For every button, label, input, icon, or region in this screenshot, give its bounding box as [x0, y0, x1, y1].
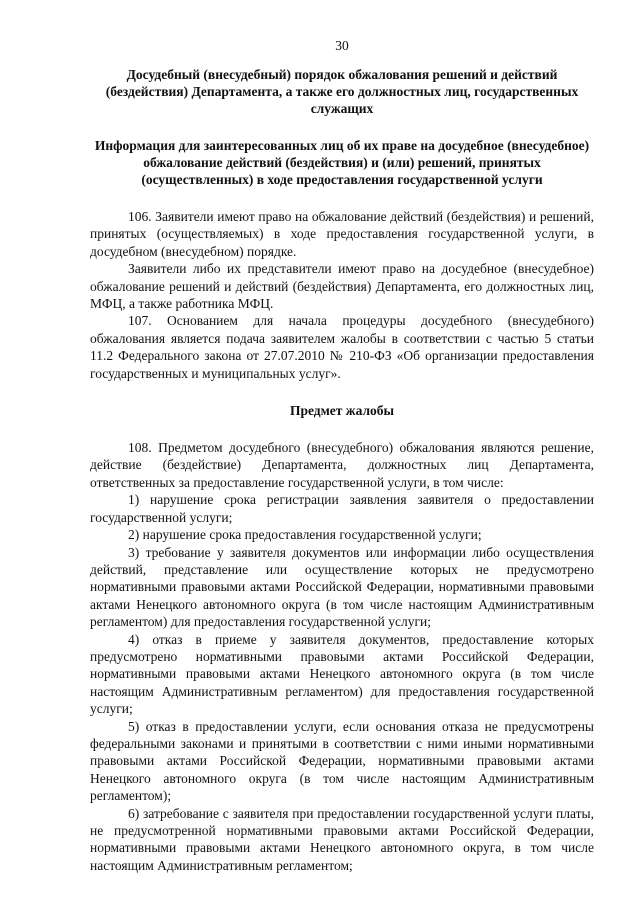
paragraph-108: 108. Предметом досудебного (внесудебного) обжалования являются решение, действие (бездействие) Департамента, должностных лиц Департамента, ответственных за предоставление государственной услуги, в том числе:: [90, 440, 594, 490]
section-heading: Досудебный (внесудебный) порядок обжалования решений и действий (бездействия) Департамента, а также его должностных лиц, государственных служащих: [105, 67, 579, 116]
list-item-3: 3) требование у заявителя документов или информации либо осуществления действий, представление или осуществление которых не предусмотрено нормативными правовыми актами Российской Федерации, нормативными правовыми актами Ненецкого автономного округа (в том числе настоящим Административным регламентом) для предоставления государственной услуги;: [90, 544, 594, 630]
paragraph-107: 107. Основанием для начала процедуры досудебного (внесудебного) обжалования является подача заявителем жалобы в соответствии с частью 5 статьи 11.2 Федерального закона от 27.07.2010 № 210-ФЗ «Об организации предоставления государственных и муниципальных услуг».: [90, 313, 594, 381]
list-item-6: 6) затребование с заявителя при предоставлении государственной услуги платы, не предусмотренной нормативными правовыми актами Российской Федерации, нормативными правовыми актами Ненецкого автономного округа, в том числе настоящим Административным регламентом;: [90, 805, 594, 873]
page-number: 30: [335, 38, 349, 53]
paragraph-106: 106. Заявители имеют право на обжалование действий (бездействия) и решений, принятых (осуществляемых) в ходе предоставления государственной услуги, в досудебном (внесудебном) порядке.: [90, 209, 594, 259]
list-item-2: 2) нарушение срока предоставления государственной услуги;: [128, 527, 482, 543]
list-item-1: 1) нарушение срока регистрации заявления заявителя о предоставлении государственной услуги;: [90, 492, 594, 525]
paragraph-representatives: Заявители либо их представители имеют право на досудебное (внесудебное) обжалование решений и действий (бездействия) Департамента, его должностных лиц, МФЦ, а также работника МФЦ.: [90, 261, 594, 312]
subject-heading: Предмет жалобы: [289, 403, 395, 419]
info-heading: Информация для заинтересованных лиц об их праве на досудебное (внесудебное) обжалование действий (бездействия) и (или) решений, принятых (осуществленных) в ходе предоставления государственной услуги: [94, 138, 590, 187]
list-item-5: 5) отказ в предоставлении услуги, если основания отказа не предусмотрены федеральными законами и принятыми в соответствии с ними иными нормативными правовыми актами Российской Федерации, нормативными правовыми актами Ненецкого автономного округа (в том числе настоящим Административным регламентом);: [90, 718, 594, 804]
list-item-4: 4) отказ в приеме у заявителя документов, предоставление которых предусмотрено нормативными правовыми актами Российской Федерации, нормативными правовыми актами Ненецкого автономного округа (в том числе настоящим Административным регламентом) для предоставления государственной услуги;: [90, 631, 594, 717]
